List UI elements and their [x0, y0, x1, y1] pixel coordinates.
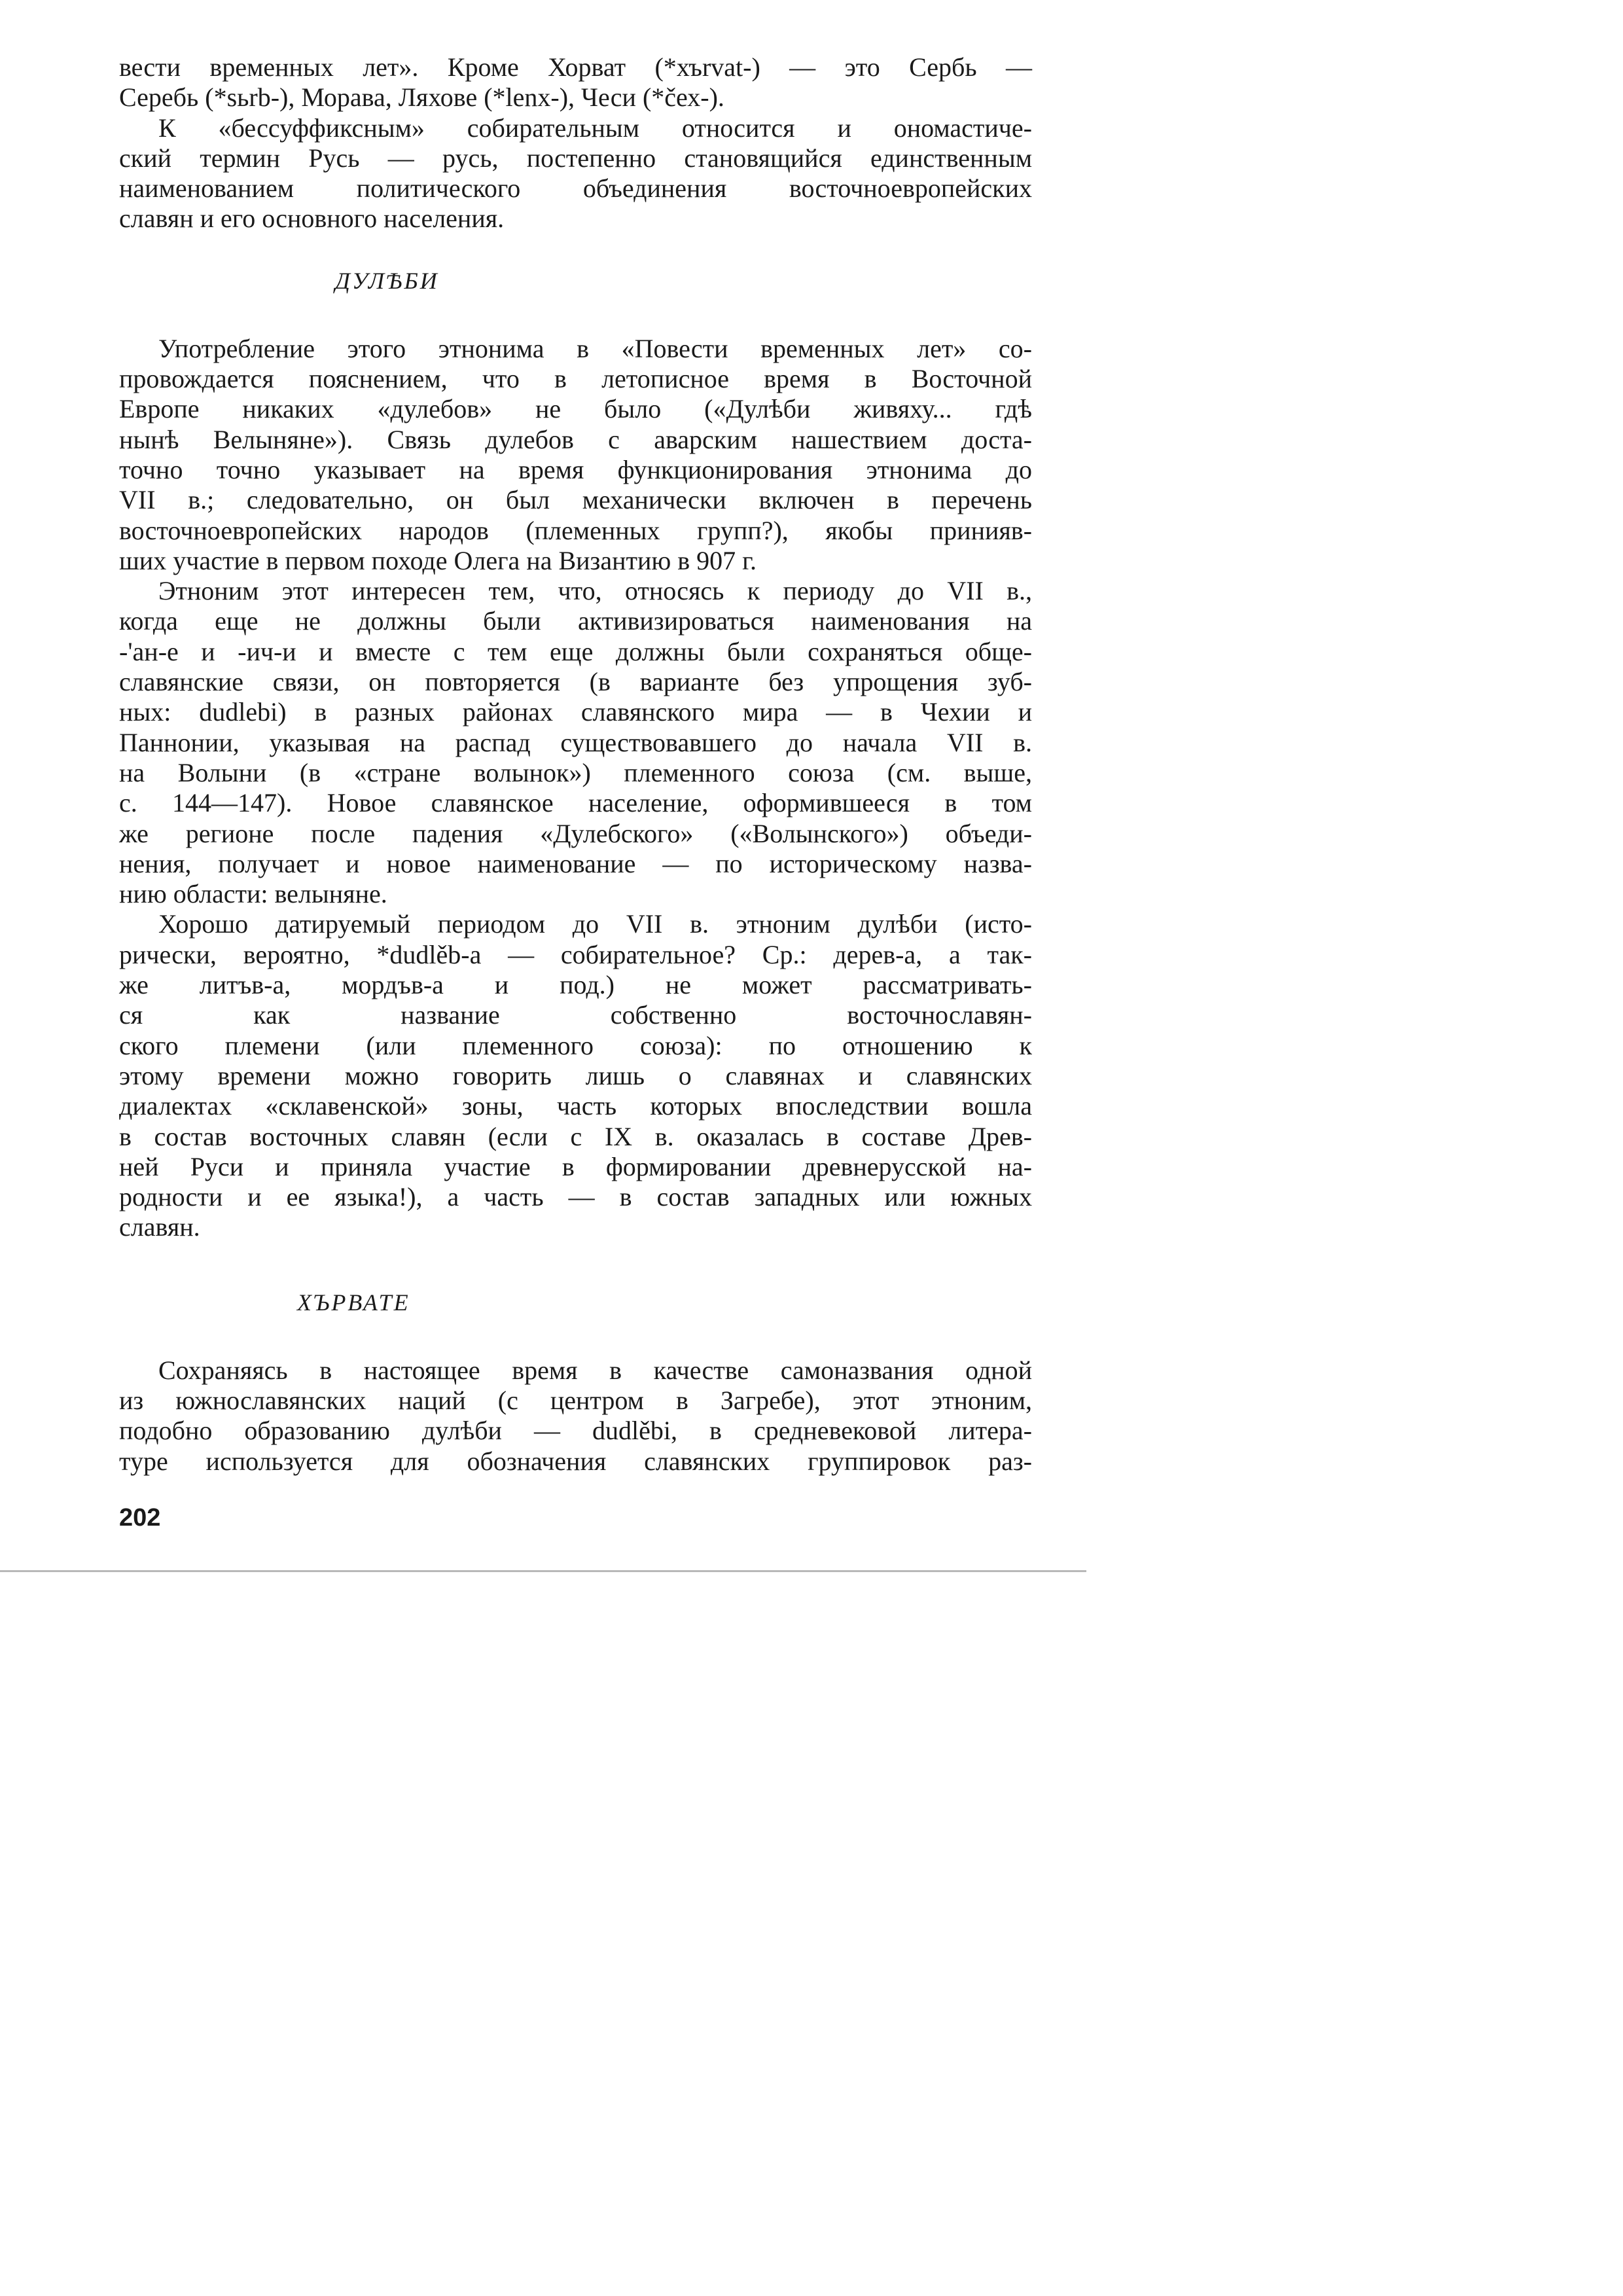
- scan-edge-divider: [0, 1570, 1086, 1572]
- text-line: нынѣ Велыняне»). Связь дулебов с аварским нашествием доста-: [119, 424, 1032, 454]
- text-line: Употребление этого этнонима в «Повести временных лет» со-: [158, 333, 1032, 363]
- text-line: славян.: [119, 1212, 200, 1242]
- section-heading-hurvate: ХЪРВАТЕ: [297, 1289, 410, 1316]
- text-line: ского племени (или племенного союза): по отношению к: [119, 1030, 1032, 1060]
- text-line: Сохраняясь в настоящее время в качестве самоназвания одной: [158, 1355, 1032, 1385]
- text-line: Серебь (*sьrb-), Морава, Ляхове (*lenx-), Чеси (*čех-).: [119, 82, 724, 113]
- text-line: вести временных лет». Кроме Хорват (*хъrvat-) — это Сербь —: [119, 52, 1032, 82]
- text-line: -'ан-е и -ич-и и вместе с тем еще должны были сохраняться обще-: [119, 636, 1032, 666]
- text-line: славянские связи, он повторяется (в варианте без упрощения зуб-: [119, 667, 1032, 697]
- text-line: же регионе после падения «Дулебского» («Волынского») объеди-: [119, 818, 1032, 848]
- section-heading-dulebi: ДУЛѢБИ: [335, 267, 439, 294]
- page-content: [119, 52, 1032, 1532]
- text-line: точно точно указывает на время функционирования этнонима до: [119, 454, 1032, 484]
- text-line: диалектах «склавенской» зоны, часть которых впоследствии вошла: [119, 1091, 1032, 1121]
- text-line: на Волыни (в «стране волынок») племенного союза (см. выше,: [119, 757, 1032, 787]
- text-line: Этноним этот интересен тем, что, относясь к периоду до VII в.,: [158, 576, 1032, 606]
- section-body-dulebi: [119, 334, 1032, 1243]
- text-line: ский термин Русь — русь, постепенно становящийся единственным: [119, 143, 1032, 173]
- page-number: 202: [119, 1503, 161, 1532]
- text-line: нию области: велыняне.: [119, 879, 387, 909]
- text-line: нения, получает и новое наименование — по историческому назва-: [119, 848, 1032, 878]
- text-line: туре используется для обозначения славянских группировок раз-: [119, 1446, 1032, 1476]
- text-line: Паннонии, указывая на распад существовавшего до начала VII в.: [119, 727, 1032, 757]
- text-line: родности и ее языка!), а часть — в состав западных или южных: [119, 1182, 1032, 1212]
- text-line: VII в.; следовательно, он был механически включен в перечень: [119, 485, 1032, 515]
- text-line: из южнославянских наций (с центром в Загребе), этот этноним,: [119, 1385, 1032, 1415]
- text-line: славян и его основного населения.: [119, 204, 505, 234]
- text-line: К «бессуффиксным» собирательным относится и ономастиче-: [158, 113, 1032, 143]
- text-line: Европе никаких «дулебов» не было («Дулѣби живяху... гдѣ: [119, 394, 1032, 424]
- section-body-hurvate: [119, 1355, 1032, 1477]
- intro-text: [119, 52, 1032, 234]
- text-line: наименованием политического объединения восточноевропейских: [119, 173, 1032, 204]
- text-line: ных: dudlebi) в разных районах славянского мира — в Чехии и: [119, 697, 1032, 727]
- text-line: восточноевропейских народов (племенных групп?), якобы принияв-: [119, 515, 1032, 545]
- text-line: же литъв-а, мордъв-а и под.) не может рассматривать-: [119, 970, 1032, 1000]
- text-line: подобно образованию дулѣби — dudlěbi, в средневековой литера-: [119, 1416, 1032, 1446]
- text-line: в состав восточных славян (если с IX в. оказалась в составе Древ-: [119, 1121, 1032, 1151]
- text-line: когда еще не должны были активизироваться наименования на: [119, 606, 1032, 636]
- text-line: ся как название собственно восточнославян-: [119, 1000, 1032, 1030]
- text-line: ней Руси и приняла участие в формировании древнерусской на-: [119, 1151, 1032, 1181]
- text-line: с. 144—147). Новое славянское население, оформившееся в том: [119, 788, 1032, 818]
- text-line: Хорошо датируемый периодом до VII в. этноним дулѣби (исто-: [158, 909, 1032, 939]
- text-line: этому времени можно говорить лишь о славянах и славянских: [119, 1060, 1032, 1090]
- text-line: ших участие в первом походе Олега на Византию в 907 г.: [119, 545, 757, 575]
- text-line: провождается пояснением, что в летописное время в Восточной: [119, 364, 1032, 394]
- text-line: рически, вероятно, *dudlěb-a — собирательное? Ср.: дерев-а, а так-: [119, 939, 1032, 969]
